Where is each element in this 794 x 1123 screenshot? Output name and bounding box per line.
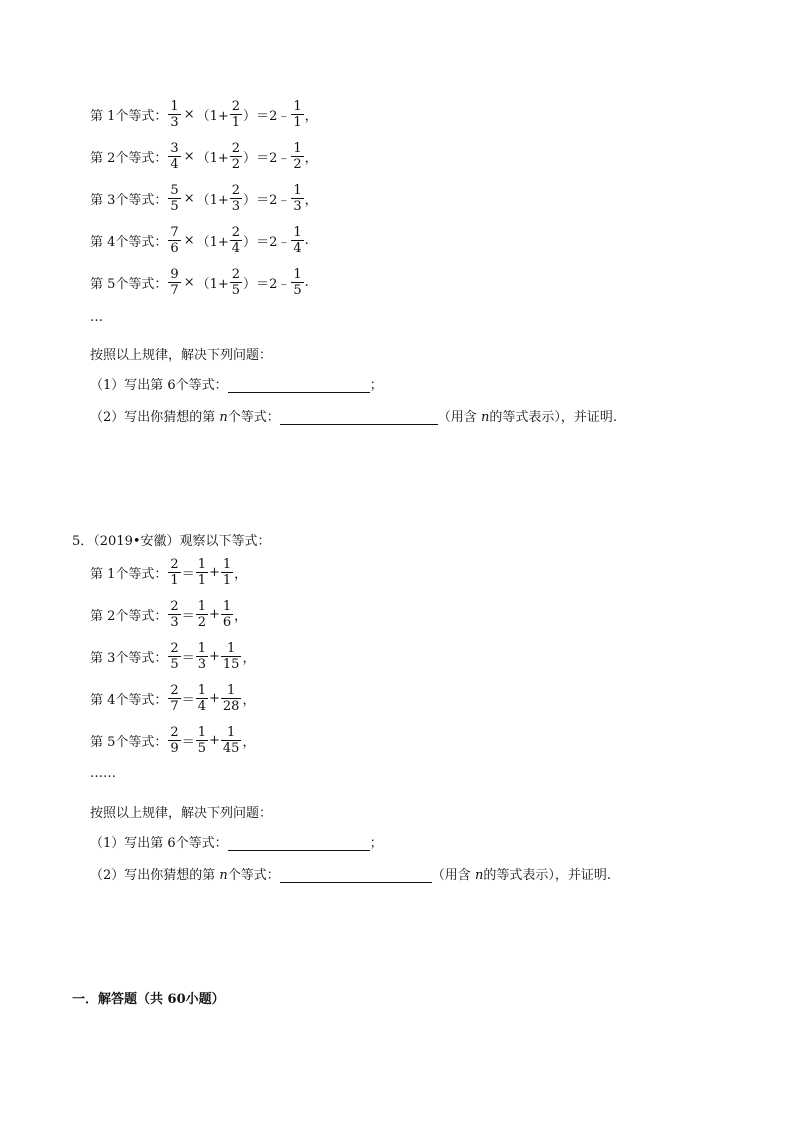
fraction: $\frac{1}{3}$ bbox=[293, 182, 302, 214]
p4-equation-5: 第 5个等式： $\frac{9}{7}$ × （1+ $\frac{2}{5}$ ） ＝2﹣ $\frac{1}{5}$ . bbox=[90, 266, 309, 298]
fraction: $\frac{2}{9}$ bbox=[170, 724, 179, 756]
fraction: $\frac{2}{4}$ bbox=[231, 224, 241, 256]
fraction: $\frac{2}{5}$ bbox=[231, 266, 241, 298]
p5-equation-4: 第 4个等式： $\frac{2}{7}$ ＝ $\frac{1}{4}$ + $\frac{1}{28}$ ， bbox=[90, 682, 256, 714]
fraction: $\frac{5}{5}$ bbox=[170, 182, 179, 214]
answer-blank[interactable] bbox=[228, 836, 370, 851]
p5-equation-1: 第 1个等式： $\frac{2}{1}$ ＝ $\frac{1}{1}$ + $\frac{1}{1}$ ， bbox=[90, 556, 248, 588]
p4-ellipsis: … bbox=[90, 310, 103, 325]
fraction: $\frac{1}{2}$ bbox=[197, 598, 206, 630]
p5-equation-2: 第 2个等式： $\frac{2}{3}$ ＝ $\frac{1}{2}$ + $\frac{1}{6}$ ， bbox=[90, 598, 248, 630]
fraction: $\frac{3}{4}$ bbox=[170, 140, 179, 172]
p5-header: 5．（2019•安徽）观察以下等式： bbox=[72, 534, 271, 549]
section-title: 一．解答题（共 60小题） bbox=[72, 992, 225, 1007]
p5-instruction: 按照以上规律，解决下列问题： bbox=[90, 806, 273, 821]
fraction: $\frac{2}{1}$ bbox=[170, 556, 179, 588]
fraction: $\frac{1}{2}$ bbox=[293, 140, 302, 172]
p5-question-2: （2）写出你猜想的第 n个等式： （用含 n的等式表示），并证明. bbox=[90, 868, 611, 883]
answer-blank[interactable] bbox=[228, 378, 370, 393]
answer-blank[interactable] bbox=[280, 868, 432, 883]
fraction: $\frac{9}{7}$ bbox=[170, 266, 179, 298]
fraction: $\frac{1}{4}$ bbox=[293, 224, 302, 256]
p4-equation-1: 第 1个等式： $\frac{1}{3}$ × （1+ $\frac{2}{1}$ ） ＝2﹣ $\frac{1}{1}$ ， bbox=[90, 98, 318, 130]
fraction: $\frac{1}{5}$ bbox=[293, 266, 302, 298]
fraction: $\frac{2}{3}$ bbox=[170, 598, 179, 630]
p5-equation-3: 第 3个等式： $\frac{2}{5}$ ＝ $\frac{1}{3}$ + $\frac{1}{15}$ ， bbox=[90, 640, 256, 672]
fraction: $\frac{1}{5}$ bbox=[197, 724, 206, 756]
fraction: $\frac{1}{1}$ bbox=[293, 98, 302, 130]
fraction: $\frac{1}{1}$ bbox=[197, 556, 206, 588]
p5-ellipsis: …… bbox=[90, 766, 116, 781]
p4-question-2: （2）写出你猜想的第 n个等式： （用含 n的等式表示），并证明. bbox=[90, 410, 617, 425]
p4-question-1: （1）写出第 6个等式： ； bbox=[90, 378, 383, 393]
fraction: $\frac{2}{7}$ bbox=[170, 682, 179, 714]
fraction: $\frac{1}{28}$ bbox=[222, 682, 240, 714]
fraction: $\frac{2}{2}$ bbox=[231, 140, 241, 172]
fraction: $\frac{1}{3}$ bbox=[197, 640, 206, 672]
fraction: $\frac{1}{45}$ bbox=[222, 724, 240, 756]
fraction: $\frac{1}{3}$ bbox=[170, 98, 179, 130]
fraction: $\frac{2}{1}$ bbox=[231, 98, 241, 130]
answer-blank[interactable] bbox=[280, 410, 438, 425]
p4-equation-2: 第 2个等式： $\frac{3}{4}$ × （1+ $\frac{2}{2}$ ） ＝2﹣ $\frac{1}{2}$ ， bbox=[90, 140, 318, 172]
fraction: $\frac{1}{4}$ bbox=[197, 682, 206, 714]
p5-question-1: （1）写出第 6个等式： ； bbox=[90, 836, 383, 851]
fraction: $\frac{1}{1}$ bbox=[222, 556, 232, 588]
fraction: $\frac{1}{15}$ bbox=[222, 640, 240, 672]
p4-instruction: 按照以上规律，解决下列问题： bbox=[90, 348, 273, 363]
p5-equation-5: 第 5个等式： $\frac{2}{9}$ ＝ $\frac{1}{5}$ + $\frac{1}{45}$ ， bbox=[90, 724, 256, 756]
fraction: $\frac{7}{6}$ bbox=[170, 224, 179, 256]
fraction: $\frac{2}{5}$ bbox=[170, 640, 179, 672]
p4-equation-3: 第 3个等式： $\frac{5}{5}$ × （1+ $\frac{2}{3}$ ） ＝2﹣ $\frac{1}{3}$ ， bbox=[90, 182, 318, 214]
fraction: $\frac{2}{3}$ bbox=[231, 182, 241, 214]
p4-equation-4: 第 4个等式： $\frac{7}{6}$ × （1+ $\frac{2}{4}$ ） ＝2﹣ $\frac{1}{4}$ . bbox=[90, 224, 309, 256]
fraction: $\frac{1}{6}$ bbox=[222, 598, 232, 630]
